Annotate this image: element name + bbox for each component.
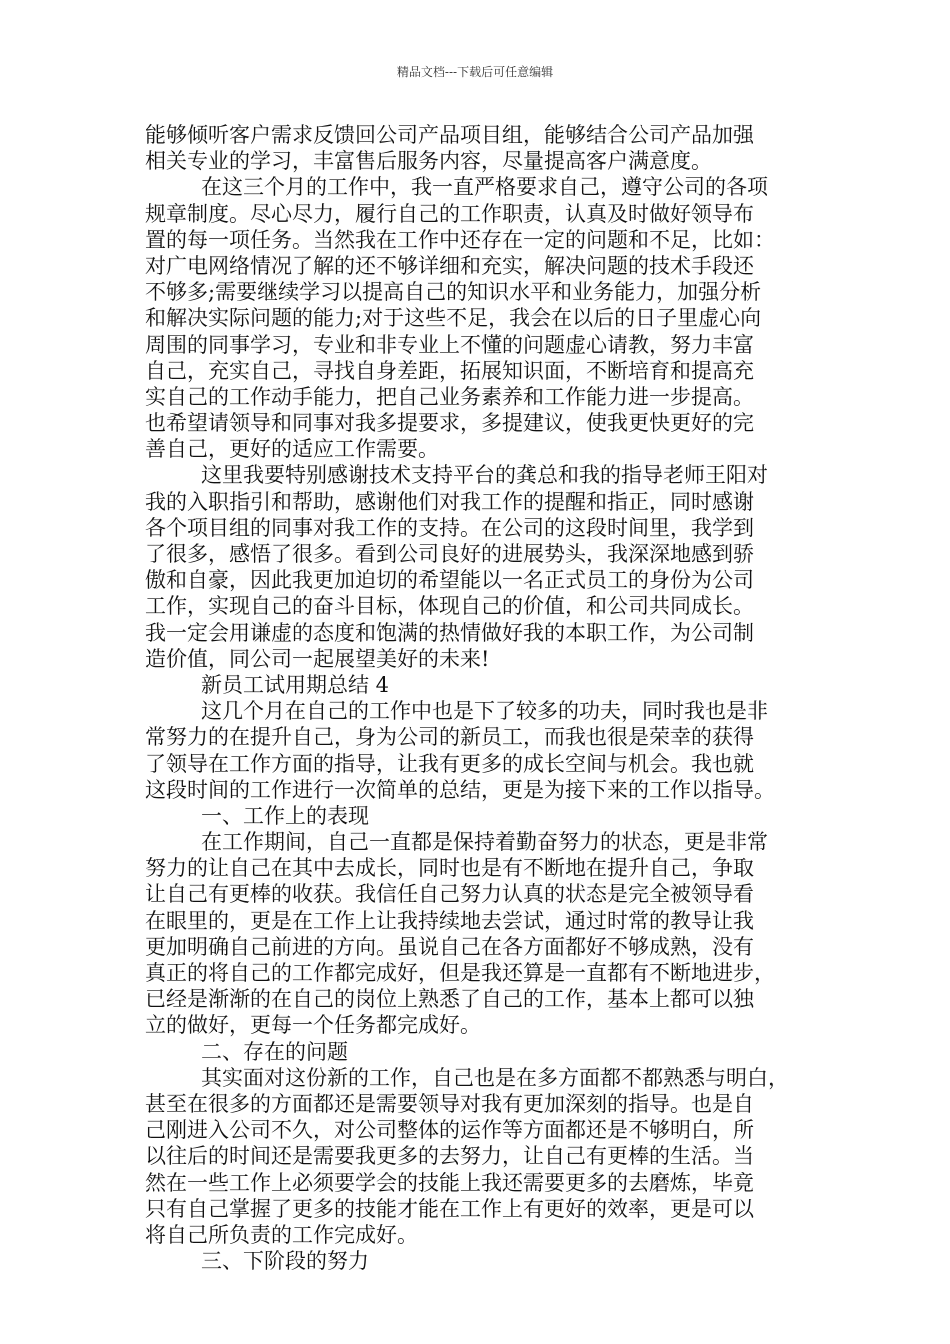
text-line: 相关专业的学习，丰富售后服务内容，尽量提高客户满意度。: [145, 149, 712, 174]
text-line: 善自己，更好的适应工作需要。: [145, 437, 439, 462]
text-line: 真正的将自己的工作都完成好，但是我还算是一直都有不断地进步，: [145, 961, 775, 985]
text-line: 工作，实现自己的奋斗目标，体现自己的价值，和公司共同成长。: [145, 594, 754, 619]
text-line: 了领导在工作方面的指导，让我有更多的成长空间与机会。我也就: [145, 751, 754, 776]
text-line: 我一定会用谦虚的态度和饱满的热情做好我的本职工作，为公司制: [145, 620, 754, 645]
text-line: 让自己有更棒的收获。我信任自己努力认真的状态是完全被领导看: [145, 882, 754, 907]
text-line: 能够倾听客户需求反馈回公司产品项目组，能够结合公司产品加强: [145, 123, 754, 147]
text-line: 己刚进入公司不久，对公司整体的运作等方面都还是不够明白，所: [145, 1118, 754, 1143]
document-body: [145, 122, 825, 1274]
text-line: 努力的让自己在其中去成长，同时也是有不断地在提升自己，争取: [145, 856, 754, 881]
text-line: 也希望请领导和同事对我多提要求，多提建议，使我更快更好的完: [145, 411, 754, 436]
text-line: 常努力的在提升自己，身为公司的新员工，而我也很是荣幸的获得: [145, 725, 754, 750]
text-line: 自己，充实自己，寻找自身差距，拓展知识面，不断培育和提高充: [145, 358, 754, 383]
text-line: 这里我要特别感谢技术支持平台的龚总和我的指导老师王阳对: [201, 463, 768, 488]
text-line: 不够多;需要继续学习以提高自己的知识水平和业务能力，加强分析: [145, 280, 762, 305]
text-line: 这几个月在自己的工作中也是下了较多的功夫，同时我也是非: [201, 699, 768, 724]
text-line: 各个项目组的同事对我工作的支持。在公司的这段时间里，我学到: [145, 515, 754, 540]
text-line: 和解决实际问题的能力;对于这些不足，我会在以后的日子里虚心向: [145, 306, 762, 331]
text-line: 在工作期间，自己一直都是保持着勤奋努力的状态，更是非常: [201, 830, 768, 855]
text-line: 傲和自豪，因此我更加迫切的希望能以一名正式员工的身份为公司: [145, 568, 754, 593]
text-line: 然在一些工作上必须要学会的技能上我还需要更多的去磨炼，毕竟: [145, 1170, 754, 1195]
text-line: 已经是渐渐的在自己的岗位上熟悉了自己的工作，基本上都可以独: [145, 987, 754, 1012]
text-line: 只有自己掌握了更多的技能才能在工作上有更好的效率，更是可以: [145, 1196, 754, 1221]
text-line: 新员工试用期总结 4: [201, 672, 390, 697]
text-line: 以往后的时间还是需要我更多的去努力，让自己有更棒的生活。当: [145, 1144, 754, 1169]
page-header: 精品文档---下载后可任意编辑: [396, 65, 554, 79]
text-line: 三、下阶段的努力: [201, 1249, 369, 1274]
text-line: 甚至在很多的方面都还是需要领导对我有更加深刻的指导。也是自: [145, 1091, 754, 1116]
text-line: 在眼里的，更是在工作上让我持续地去尝试，通过时常的教导让我: [145, 908, 754, 933]
text-line: 其实面对这份新的工作，自己也是在多方面都不都熟悉与明白，: [201, 1065, 789, 1090]
text-line: 造价值，同公司一起展望美好的未来!: [145, 646, 490, 671]
text-line: 对广电网络情况了解的还不够详细和充实，解决问题的技术手段还: [145, 253, 754, 278]
text-line: 一、工作上的表现: [201, 803, 369, 828]
text-line: 立的做好，更每一个任务都完成好。: [145, 1013, 481, 1038]
text-line: 将自己所负责的工作完成好。: [145, 1222, 418, 1247]
text-line: 这段时间的工作进行一次简单的总结，更是为接下来的工作以指导。: [145, 777, 775, 802]
text-line: 二、存在的问题: [201, 1039, 348, 1064]
text-line: 我的入职指引和帮助，感谢他们对我工作的提醒和指正，同时感谢: [145, 489, 754, 514]
text-line: 更加明确自己前进的方向。虽说自己在各方面都好不够成熟，没有: [145, 934, 754, 959]
text-line: 置的每一项任务。当然我在工作中还存在一定的问题和不足，比如：: [145, 227, 775, 252]
text-line: 在这三个月的工作中，我一直严格要求自己，遵守公司的各项: [201, 175, 768, 200]
text-line: 周围的同事学习，专业和非专业上不懂的问题虚心请教，努力丰富: [145, 332, 754, 357]
text-line: 规章制度。尽心尽力，履行自己的工作职责，认真及时做好领导布: [145, 201, 754, 226]
text-line: 了很多，感悟了很多。看到公司良好的进展势头，我深深地感到骄: [145, 542, 754, 566]
text-line: 实自己的工作动手能力，把自己业务素养和工作能力进一步提高。: [145, 384, 754, 409]
